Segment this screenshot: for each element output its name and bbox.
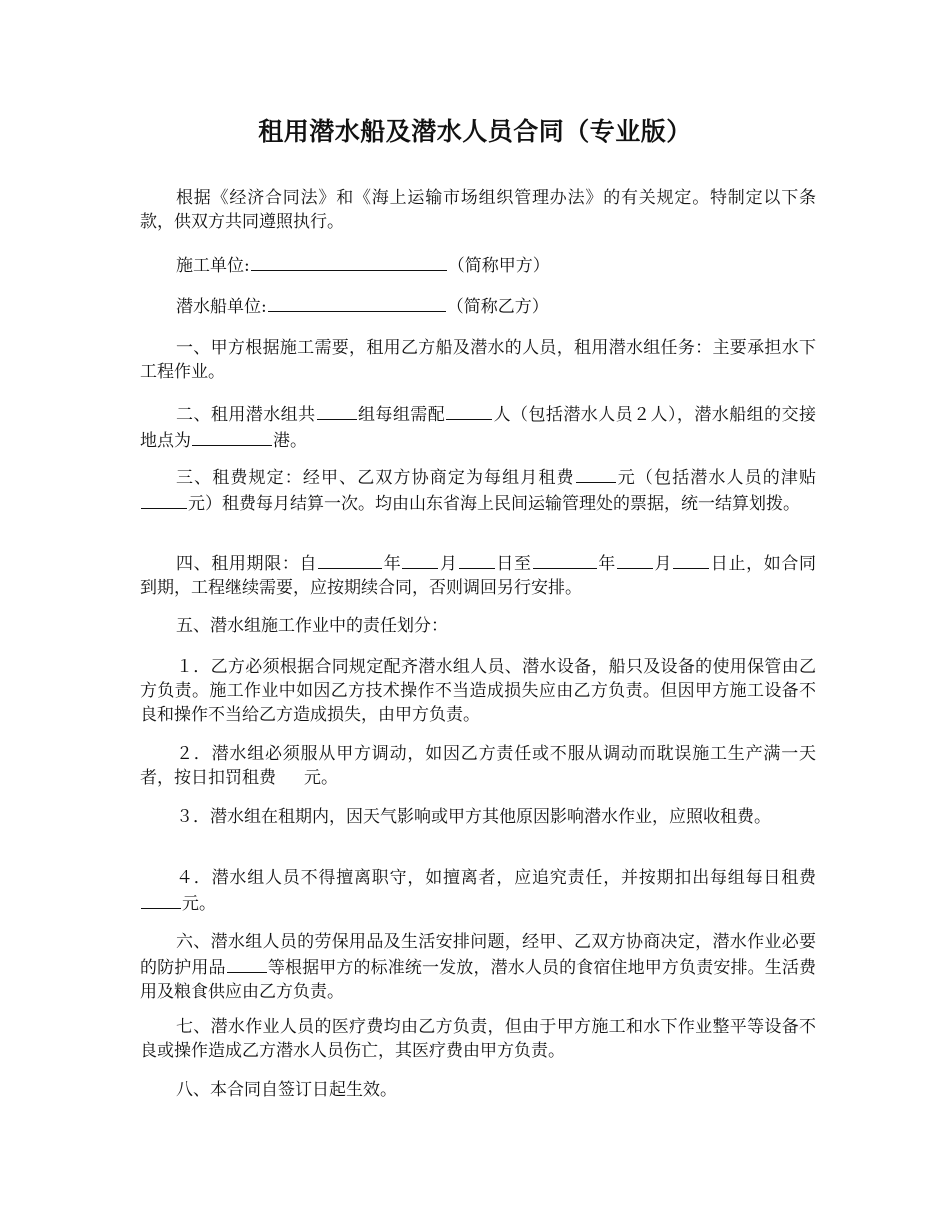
group-count-blank[interactable] (317, 401, 357, 420)
start-month-blank[interactable] (402, 550, 438, 569)
party-b-line (140, 293, 816, 319)
clause-4 (140, 550, 816, 600)
clause-2-part-d: 港。 (273, 431, 307, 451)
end-month-label: 月 (653, 554, 673, 574)
end-day-label: 日 (710, 554, 729, 574)
clause-6-part-b: 等根据甲方的标准统一发放，潜水人员的食宿住地甲方负责安排。生活费用及粮食供应由乙方负责。 (140, 958, 817, 1002)
clause-5-item-2-part-b: 元。 (304, 768, 338, 788)
clause-3-part-a: 三、租费规定：经甲、乙双方协商定为每组月租费 (176, 468, 575, 488)
allowance-blank[interactable] (141, 490, 187, 509)
start-year-blank[interactable] (318, 550, 382, 569)
end-year-label: 年 (597, 554, 616, 574)
party-a-line (140, 252, 816, 278)
daily-deduction-blank[interactable] (141, 890, 181, 909)
party-a-label: 施工单位: (176, 256, 250, 276)
clause-2-part-b: 组每组需配 (357, 405, 446, 425)
intro-paragraph: 根据《经济合同法》和《海上运输市场组织管理办法》的有关规定。特制定以下条款，供双方共同遵照执行。 (140, 188, 816, 232)
clause-2-part-a: 二、租用潜水组共 (176, 405, 316, 425)
clause-5-item-3: ３．潜水组在租期内，因天气影响或甲方其他原因影响潜水作业，应照收租费。 (176, 807, 771, 827)
clause-5-item-1: １．乙方必须根据合同规定配齐潜水组人员、潜水设备，船只及设备的使用保管由乙方负责。施工作业中如因乙方技术操作不当造成损失应由乙方负责。但因甲方施工设备不良和操作不当给乙方造成损失，由甲方负责。 (140, 657, 816, 725)
clause-8: 八、本合同自签订日起生效。 (176, 1080, 397, 1100)
clause-3-part-c: 元）租费每月结算一次。均由山东省海上民间运输管理处的票据，统一结算划拨。 (188, 494, 800, 514)
party-a-suffix: （简称甲方） (447, 256, 550, 276)
protective-gear-blank[interactable] (227, 954, 267, 973)
clause-3 (140, 464, 816, 516)
clause-4-part-a: 四、租用期限：自 (176, 554, 318, 574)
clause-5-heading: 五、潜水组施工作业中的责任划分： (176, 616, 448, 636)
start-day-to-label: 日至 (495, 554, 532, 574)
clause-6-part-a: 六、潜水组人员的劳保用品及生活安排问题，经甲、乙双方协商决定，潜水作业必要的防护用品 (140, 932, 816, 978)
clause-1: 一、甲方根据施工需要，租用乙方船及潜水的人员，租用潜水组任务：主要承担水下工程作业。 (140, 338, 816, 382)
clause-5-item-4-part-b: 元。 (182, 894, 216, 914)
monthly-rent-blank[interactable] (576, 464, 616, 483)
party-a-blank[interactable] (251, 252, 447, 271)
persons-per-group-blank[interactable] (446, 401, 492, 420)
party-b-suffix: （简称乙方） (446, 297, 549, 317)
clause-5-item-2-part-a: ２．潜水组必须服从甲方调动，如因乙方责任或不服从调动而耽误施工生产满一天者，按日扣罚租费 (140, 744, 816, 788)
clause-4-part-b: 止，如合同到期，工程继续需要，应按期续合同，否则调回另行安排。 (140, 554, 817, 598)
document-title: 租用潜水船及潜水人员合同（专业版） (258, 117, 692, 146)
start-day-blank[interactable] (459, 550, 495, 569)
handover-port-blank[interactable] (192, 427, 272, 446)
clause-5-item-2 (140, 742, 816, 790)
clause-2 (140, 401, 816, 453)
start-year-label: 年 (383, 554, 402, 574)
clause-6 (140, 930, 816, 1004)
party-b-blank[interactable] (268, 293, 446, 312)
start-month-label: 月 (439, 554, 458, 574)
end-year-blank[interactable] (533, 550, 597, 569)
end-month-blank[interactable] (617, 550, 653, 569)
party-b-label: 潜水船单位: (176, 297, 267, 317)
clause-5-item-4-part-a: ４．潜水组人员不得擅离职守，如擅离者，应追究责任，并按期扣出每组每日租费 (176, 868, 816, 888)
end-day-blank[interactable] (673, 550, 709, 569)
clause-5-item-4 (140, 866, 816, 916)
clause-3-part-b: 元（包括潜水人员的津贴 (616, 468, 817, 488)
clause-7: 七、潜水作业人员的医疗费均由乙方负责，但由于甲方施工和水下作业整平等设备不良或操作造成乙方潜水人员伤亡，其医疗费由甲方负责。 (140, 1017, 816, 1061)
clause-2-part-c: 人（包括潜水人员２人），潜水船组的交接地点为 (140, 405, 817, 451)
